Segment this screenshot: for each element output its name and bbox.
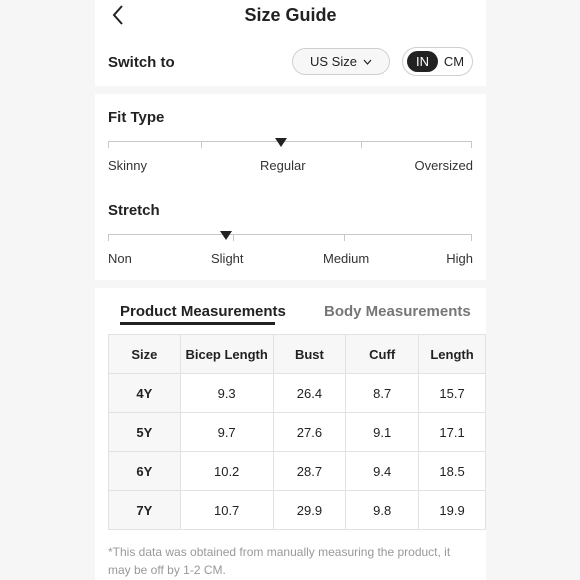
unit-option-in[interactable]: IN — [407, 51, 438, 72]
column-header-size: Size — [109, 335, 181, 374]
size-system-value: US Size — [310, 54, 357, 69]
size-system-dropdown[interactable] — [292, 48, 390, 75]
switch-to-label: Switch to — [108, 54, 175, 71]
fit-type-tick — [108, 141, 109, 148]
stretch-label-medium: Medium — [323, 251, 370, 266]
tab-product-measurements[interactable]: Product Measurements — [120, 303, 286, 320]
measurement-disclaimer: *This data was obtained from manually measuring the product, it may be off by 1-2 CM. — [108, 545, 451, 577]
stretch-tick — [471, 234, 472, 241]
fit-type-label-regular: Regular — [260, 158, 306, 173]
table-row — [109, 491, 486, 530]
stretch-label-high: High — [446, 251, 473, 266]
active-tab-indicator — [120, 322, 275, 325]
table-cell: 9.1 — [346, 413, 419, 452]
table-cell: 9.4 — [346, 452, 419, 491]
size-guide-header — [95, 0, 486, 86]
table-cell: 27.6 — [273, 413, 346, 452]
stretch-title: Stretch — [108, 202, 160, 219]
page-title: Size Guide — [244, 5, 337, 25]
stretch-label-slight: Slight — [211, 251, 244, 266]
table-cell: 10.2 — [180, 452, 273, 491]
fit-type-tick — [471, 141, 472, 148]
fit-type-label-skinny: Skinny — [108, 158, 148, 173]
stretch-label-non: Non — [108, 251, 132, 266]
stretch-tick — [344, 234, 345, 241]
table-cell-size: 7Y — [109, 491, 181, 530]
fit-type-title: Fit Type — [108, 109, 165, 126]
stretch-marker-icon — [220, 231, 232, 240]
stretch-scale-line — [108, 234, 472, 235]
column-header-bust: Bust — [273, 335, 346, 374]
table-cell: 29.9 — [273, 491, 346, 530]
stretch-tick — [108, 234, 109, 241]
table-cell-size: 5Y — [109, 413, 181, 452]
table-header-row — [109, 335, 486, 374]
table-cell: 15.7 — [419, 374, 486, 413]
chevron-down-icon — [363, 59, 372, 65]
fit-type-label-oversized: Oversized — [414, 158, 473, 173]
table-cell: 10.7 — [180, 491, 273, 530]
fit-type-tick — [201, 141, 202, 148]
size-table — [108, 334, 486, 530]
table-row — [109, 374, 486, 413]
stretch-scale — [108, 234, 472, 242]
fit-type-scale-line — [108, 141, 472, 142]
table-cell: 19.9 — [419, 491, 486, 530]
table-cell: 9.7 — [180, 413, 273, 452]
table-cell: 9.3 — [180, 374, 273, 413]
stretch-tick — [233, 234, 234, 241]
tab-body-measurements[interactable]: Body Measurements — [324, 303, 471, 320]
table-cell: 8.7 — [346, 374, 419, 413]
fit-type-marker-icon — [275, 138, 287, 147]
table-row — [109, 413, 486, 452]
table-cell-size: 6Y — [109, 452, 181, 491]
table-cell: 18.5 — [419, 452, 486, 491]
table-row — [109, 452, 486, 491]
measurements-panel — [95, 288, 486, 580]
fit-panel — [95, 94, 486, 280]
column-header-bicep-length: Bicep Length — [180, 335, 273, 374]
unit-toggle — [402, 47, 473, 76]
fit-type-tick — [361, 141, 362, 148]
table-cell: 28.7 — [273, 452, 346, 491]
unit-option-cm[interactable]: CM — [443, 54, 465, 69]
fit-type-scale — [108, 141, 472, 149]
table-cell-size: 4Y — [109, 374, 181, 413]
column-header-length: Length — [419, 335, 486, 374]
table-cell: 17.1 — [419, 413, 486, 452]
table-cell: 9.8 — [346, 491, 419, 530]
column-header-cuff: Cuff — [346, 335, 419, 374]
table-cell: 26.4 — [273, 374, 346, 413]
